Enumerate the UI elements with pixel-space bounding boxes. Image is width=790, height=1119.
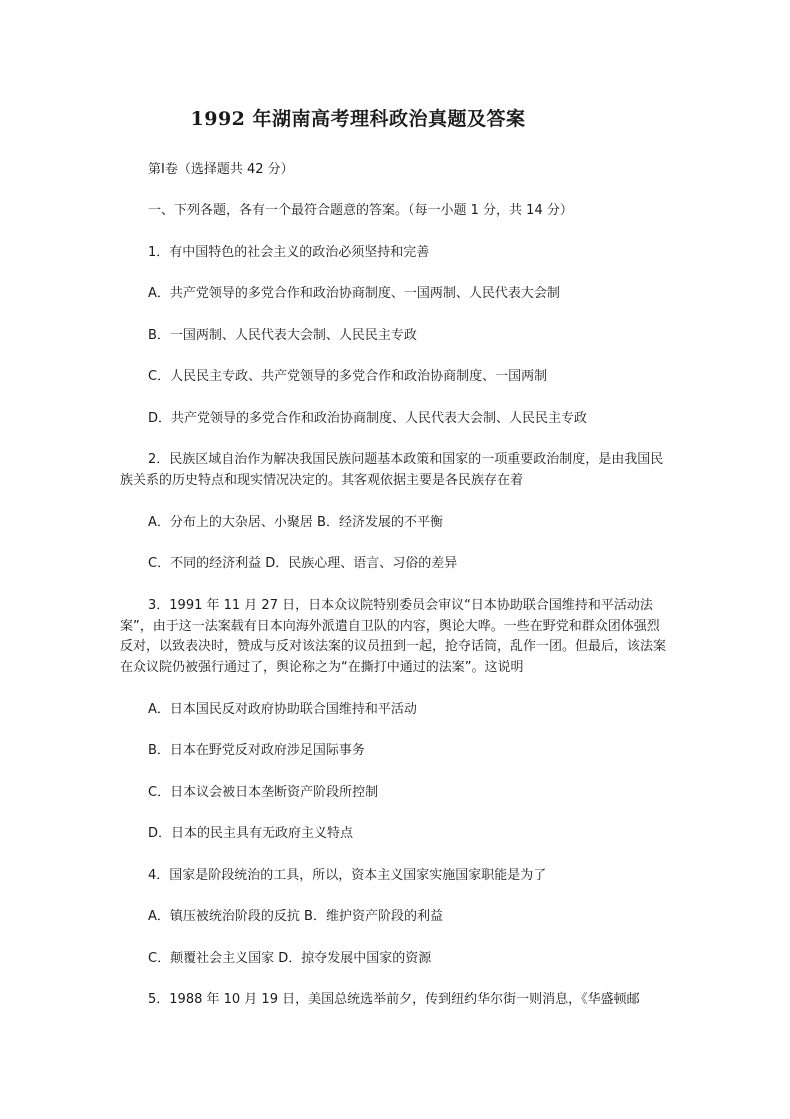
question-2-stem: 2．民族区域自治作为解决我国民族问题基本政策和国家的一项重要政治制度，是由我国民族关系的历史特点和现实情况决定的。其客观依据主要是各民族存在着 <box>120 452 664 488</box>
question-4-stem: 4．国家是阶段统治的工具，所以，资本主义国家实施国家职能是为了 <box>148 868 547 883</box>
document-title: 1992 年湖南高考理科政治真题及答案 <box>190 108 526 130</box>
question-1-stem: 1．有中国特色的社会主义的政治必须坚持和完善 <box>148 245 430 260</box>
question-3-option-d: D．日本的民主具有无政府主义特点 <box>148 826 354 841</box>
question-3-option-b: B．日本在野党反对政府涉足国际事务 <box>148 743 365 758</box>
question-1-option-b: B．一国两制、人民代表大会制、人民民主专政 <box>148 328 417 343</box>
question-1-option-c: C．人民民主专政、共产党领导的多党合作和政治协商制度、一国两制 <box>148 369 548 384</box>
question-3-stem: 3．1991 年 11 月 27 日，日本众议院特别委员会审议“日本协助联合国维持和平活动法案”，由于这一法案载有日本向海外派遣自卫队的内容，舆论大哗。一些在野党和群众团体强烈反对，以致表决时，赞成与反对该法案的议员扭到一起，抢夺话筒，乱作一团。但最后，该法案在众议院仍被强行通过了，舆论称之为“在撕打中通过的法案”。这说明 <box>120 598 667 675</box>
question-4-options-ab: A．镇压被统治阶段的反抗 B．维护资产阶段的利益 <box>148 909 443 924</box>
question-2-options-ab: A．分布上的大杂居、小聚居 B．经济发展的不平衡 <box>148 515 443 530</box>
section-heading: 第Ⅰ卷（选择题共 42 分） <box>148 162 294 177</box>
part-heading: 一、下列各题，各有一个最符合题意的答案。（每一小题 1 分，共 14 分） <box>148 203 573 218</box>
question-1-option-a: A．共产党领导的多党合作和政治协商制度、一国两制、人民代表大会制 <box>148 286 560 301</box>
question-1-option-d: D．共产党领导的多党合作和政治协商制度、人民代表大会制、人民民主专政 <box>148 411 588 426</box>
question-3-option-a: A．日本国民反对政府协助联合国维持和平活动 <box>148 702 417 717</box>
question-2-options-cd: C．不同的经济利益 D．民族心理、语言、习俗的差异 <box>148 556 458 571</box>
question-3-option-c: C．日本议会被日本垄断资产阶段所控制 <box>148 785 379 800</box>
question-4-options-cd: C．颠覆社会主义国家 D．掠夺发展中国家的资源 <box>148 951 432 966</box>
question-5-stem: 5．1988 年 10 月 19 日，美国总统选举前夕，传到纽约华尔街一则消息，《华盛顿邮 <box>148 992 640 1007</box>
